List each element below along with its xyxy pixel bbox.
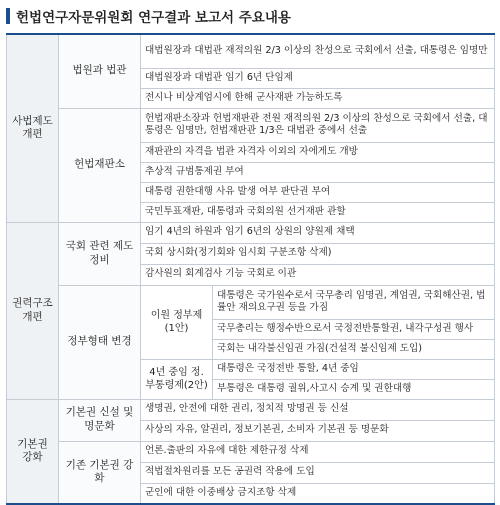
summary-table xyxy=(6,33,495,505)
subcategory-government: 정부형태 변경 xyxy=(59,285,141,399)
subcategory-constitutional-court: 헌법재판소 xyxy=(59,108,141,222)
title-marker xyxy=(6,8,10,24)
subcategory-assembly: 국회 관련 제도 정비 xyxy=(59,222,141,285)
list-item: 임기 4년의 하원과 임기 6년의 상원의 양원제 채택 xyxy=(141,222,495,243)
title-bar xyxy=(6,6,291,26)
list-item: 대법원장과 대법관 재적의원 2/3 이상의 찬성으로 국회에서 선출, 대통령은 임명만 xyxy=(141,34,495,68)
subcategory-court: 법원과 법관 xyxy=(59,34,141,108)
table-row xyxy=(7,222,495,243)
list-item: 적법절차원리를 모든 공권력 작용에 도입 xyxy=(141,462,495,483)
table-row xyxy=(7,285,495,319)
table-row xyxy=(7,108,495,142)
list-item: 군인에 대한 이중배상 금지조항 삭제 xyxy=(141,483,495,504)
table-row xyxy=(7,441,495,462)
list-item: 사상의 자유, 알권리, 정보기본권, 소비자 기본권 등 명문화 xyxy=(141,420,495,441)
list-item: 대통령은 국정전반 통할, 4년 중임 xyxy=(213,359,495,379)
list-item: 감사원의 회계검사 기능 국회로 이관 xyxy=(141,264,495,285)
table-row xyxy=(7,399,495,420)
option-dual-executive: 이원 정부제 (1안) xyxy=(141,285,213,359)
subcategory-existing-rights: 기존 기본권 강화 xyxy=(59,441,141,504)
option-vice-president: 4년 중임 정. 부통령제(2안) xyxy=(141,359,213,399)
list-item: 부통령은 대통령 궐위,사고시 승계 및 권한대행 xyxy=(213,379,495,399)
list-item: 국민투표재판, 대통령과 국회의원 선거재판 관할 xyxy=(141,202,495,222)
list-item: 국회는 내각불신임권 가짐(건설적 불신임제 도입) xyxy=(213,339,495,359)
category-power: 권력구조 개편 xyxy=(7,222,59,399)
category-judicial: 사법제도 개편 xyxy=(7,34,59,222)
list-item: 전시나 비상계엄시에 한해 군사재판 가능하도록 xyxy=(141,88,495,108)
subcategory-new-rights: 기본권 신설 및 명문화 xyxy=(59,399,141,441)
list-item: 대통령은 국가원수로서 국무총리 임명권, 계엄권, 국회해산권, 법률안 재의요구권 등을 가짐 xyxy=(213,285,495,319)
category-rights: 기본권 강화 xyxy=(7,399,59,504)
list-item: 생명권, 안전에 대한 권리, 정치적 망명권 등 신설 xyxy=(141,399,495,420)
page-title: 헌법연구자문위원회 연구결과 보고서 주요내용 xyxy=(16,10,291,26)
list-item: 헌법재판소장과 헌법재판관 전원 재적의원 2/3 이상의 찬성으로 국회에서 선출, 대통령은 임명만, 헌법재판관 1/3은 대법관 중에서 선출 xyxy=(141,108,495,142)
list-item: 국회 상시화(정기회와 임시회 구분조항 삭제) xyxy=(141,243,495,264)
list-item: 추상적 규범통제권 부여 xyxy=(141,162,495,182)
list-item: 언론.출판의 자유에 대한 제한규정 삭제 xyxy=(141,441,495,462)
list-item: 대통령 권한대행 사유 발생 여부 판단권 부여 xyxy=(141,182,495,202)
list-item: 국무총리는 행정수반으로서 국정전반통할권, 내각구성권 행사 xyxy=(213,319,495,339)
table-row xyxy=(7,34,495,68)
list-item: 대법원장과 대법관 임기 6년 단임제 xyxy=(141,68,495,88)
list-item: 재판관의 자격을 법관 자격자 이외의 자에게도 개방 xyxy=(141,142,495,162)
